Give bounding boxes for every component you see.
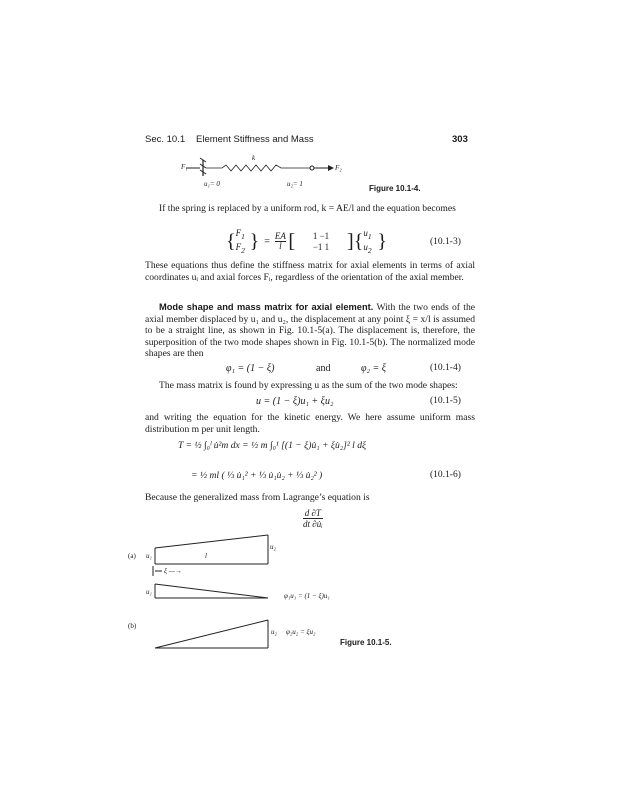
paragraph-generalized-mass: Because the generalized mass from Lagrange’s equation is [145,492,370,503]
equation-10-1-4-right: φ₂ = ξ [361,363,387,374]
spring-k-label: k [252,154,256,162]
fig5a-u2-label: u₂ [270,543,276,551]
figure-10-1-4-caption: Figure 10.1-4. [369,184,421,193]
fig5b-u1-label: u₁ [146,588,152,596]
equation-10-1-4-number: (10.1-4) [430,363,461,373]
force-f2-label: F₂ [335,164,342,172]
equation-10-1-6-number: (10.1-6) [430,470,461,480]
fig5a-length-label: l [205,552,207,560]
equation-10-1-6-line-2: = ½ ml ( ⅓ u̇₁² + ⅓ u̇₁u̇₂ + ⅓ u̇₂² ) [191,470,323,481]
eq3-matrix-row-2: −1 1 [312,241,330,252]
equation-10-1-5: u = (1 − ξ)u₁ + ξu₂ [256,396,334,407]
figure-part-a-label: (a) [128,552,136,560]
fig5b-u2-label: u₂ [271,628,277,636]
eq3-coef-den: l [275,241,286,251]
lagrange-numerator: d ∂T [304,508,321,518]
equation-10-1-5-number: (10.1-5) [430,396,461,406]
page-number: 303 [452,134,468,145]
paragraph-mode-shape: With the two ends of the axial member displaced by u₁ and u₂, the displacement at any point ξ = x/l is assumed to be a straight line, as shown in Fig. 10.1-5(a). The displacement is, therefore, the superposition of the two mode shapes shown in Fig. 10.1-5(b). The normalized mode shapes are then [145,302,475,360]
section-heading: Mode shape and mass matrix for axial element. [159,302,374,312]
eq3-coef-num: EA [274,231,286,242]
equation-10-1-6-line-1: T = ½ ∫₀ˡ u̇²m dx = ½ m ∫₀¹ [(1 − ξ)u̇₁ + ξu̇₂]² l dξ [178,440,367,451]
equation-10-1-3: { $F_1$ $F_2$ } = $\frac{EA}{l}$ [ 1 −1 −1 1 ]{ $u_1$ $u_2$ } [226,228,387,255]
u1-label: u₁= 0 [204,180,220,188]
paragraph-rod: If the spring is replaced by a uniform rod, k = AE/l and the equation becomes [159,203,456,214]
eq3-matrix-row-1: 1 −1 [312,230,330,241]
paragraph-mass-matrix: The mass matrix is found by expressing u as the sum of the two mode shapes: [159,380,458,391]
paragraph-kinetic-energy: and writing the equation for the kinetic energy. We here assume uniform mass distribution m per unit length. [145,412,475,435]
equation-10-1-4-left: φ₁ = (1 − ξ) [226,363,275,374]
figure-part-b-label: (b) [128,622,137,630]
lagrange-denominator: dt ∂u̇ᵢ [303,519,323,529]
fig5b-mode1-label: φ₁u₁ = (1 − ξ)u₁ [284,592,330,600]
equation-10-1-3-number: (10.1-3) [430,237,461,247]
u2-label: u₂= 1 [287,180,303,188]
figure-10-1-5-caption: Figure 10.1-5. [340,638,392,647]
paragraph-stiffness-matrix: These equations thus define the stiffness matrix for axial elements in terms of axial coordinates uᵢ and axial forces Fᵢ, regardless of the orientation of the axial member. [145,260,475,283]
fig5a-u1-label: u₁ [146,552,152,560]
section-number: Sec. 10.1 [145,134,186,145]
fig5b-mode2-label: φ₂u₂ = ξu₂ [286,628,316,636]
equation-10-1-4-and: and [316,363,331,374]
fig5a-xi-arrow: ξ —→ [164,567,182,575]
running-title: Element Stiffness and Mass [196,134,314,145]
force-f1-label: F₁ [181,163,188,171]
